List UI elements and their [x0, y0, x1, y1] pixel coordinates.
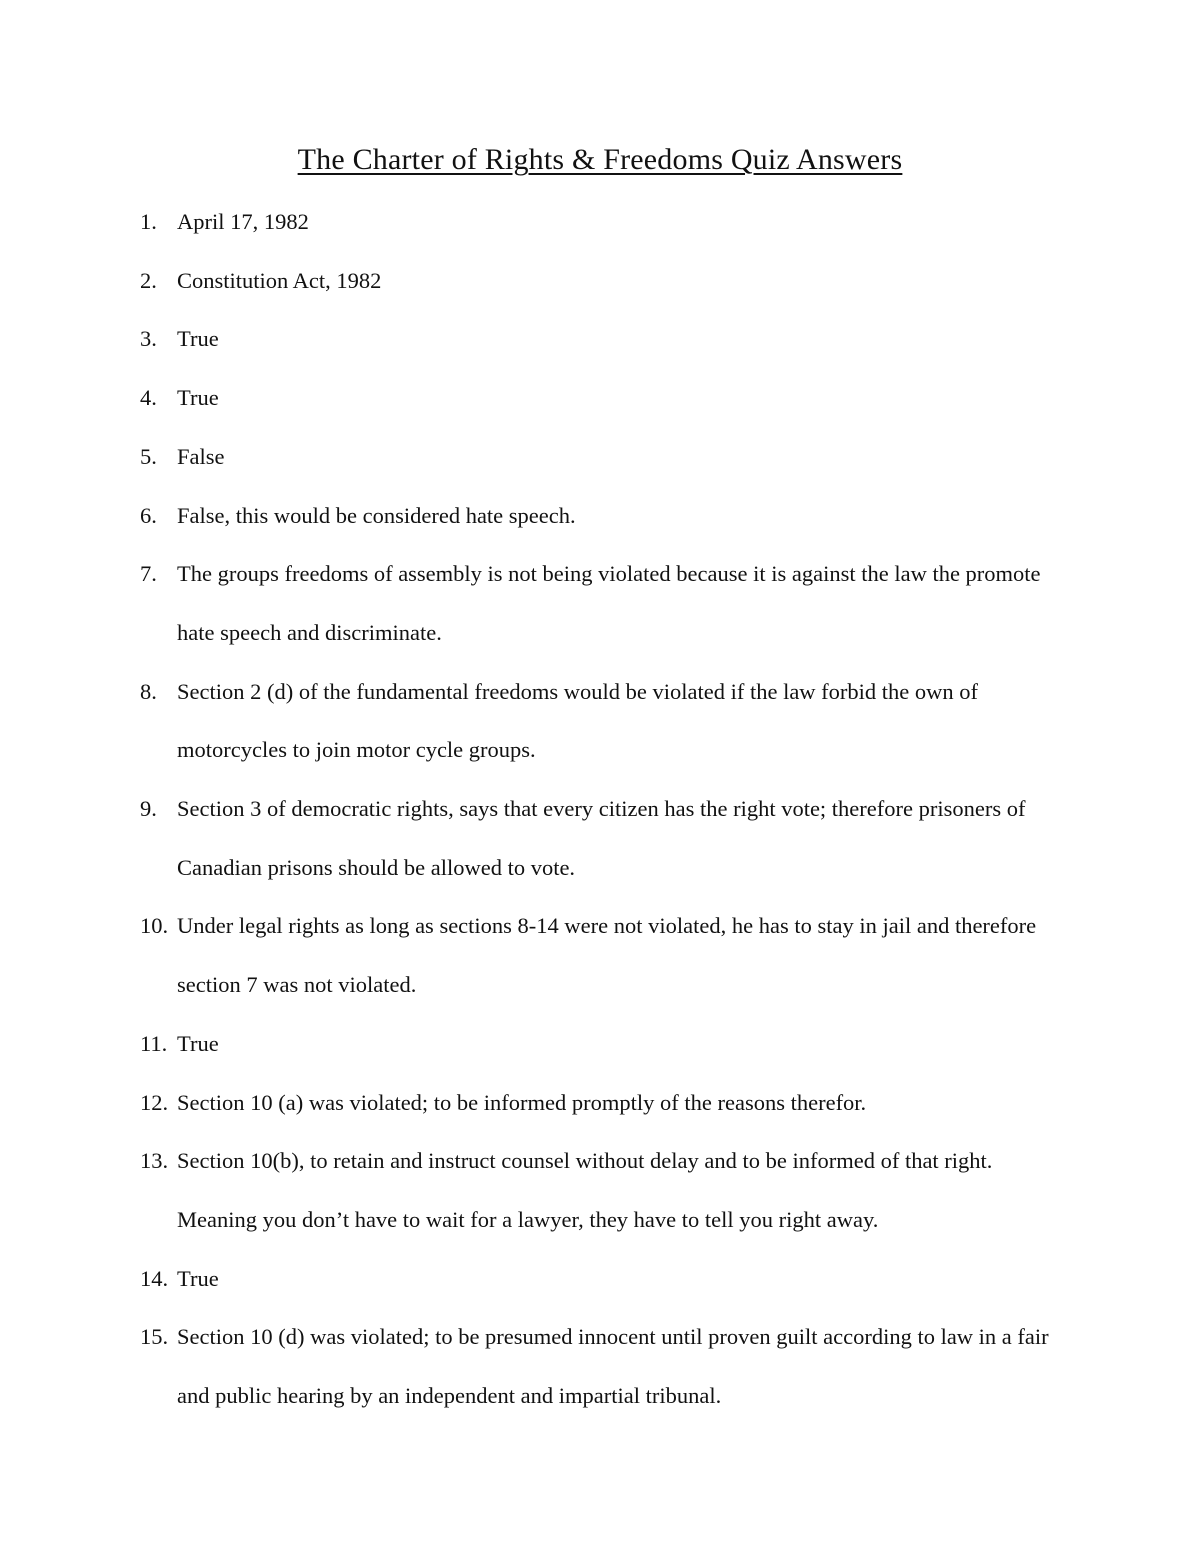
answer-text: True [177, 1030, 219, 1056]
answer-number: 6. [140, 502, 157, 528]
answer-text: True [177, 1265, 219, 1291]
answer-item-6 [140, 487, 1070, 546]
answer-number: 12. [140, 1089, 169, 1115]
answer-number: 11. [140, 1030, 168, 1056]
answer-number: 15. [140, 1324, 169, 1350]
answer-item-8 [140, 663, 1070, 780]
answer-number: 4. [140, 385, 157, 411]
answer-number: 7. [140, 561, 157, 587]
answer-list [140, 193, 1070, 1426]
answer-text: False [177, 443, 225, 469]
answer-item-10 [140, 897, 1070, 1014]
answer-text: Section 3 of democratic rights, says that every citizen has the right vote; therefore prisoners of Canadian prisons should be allowed to vote. [177, 796, 1026, 880]
answer-number: 10. [140, 913, 169, 939]
answer-text: Section 10 (d) was violated; to be presumed innocent until proven guilt according to law in a fair and public hearing by an independent and impartial tribunal. [177, 1324, 1049, 1409]
answer-text: Constitution Act, 1982 [177, 267, 382, 293]
answer-item-15 [140, 1308, 1070, 1425]
answer-item-14 [140, 1250, 1070, 1309]
answer-item-11 [140, 1015, 1070, 1074]
answer-item-13 [140, 1132, 1070, 1249]
answer-item-3 [140, 310, 1070, 369]
answer-text: The groups freedoms of assembly is not being violated because it is against the law the promote hate speech and discriminate. [177, 561, 1041, 645]
answer-text: Section 10(b), to retain and instruct counsel without delay and to be informed of that right. Meaning you don’t have to wait for a lawyer, they have to tell you right away. [177, 1148, 993, 1232]
answer-number: 14. [140, 1265, 169, 1291]
answer-item-9 [140, 780, 1070, 897]
answer-item-12 [140, 1074, 1070, 1133]
answer-text: Section 10 (a) was violated; to be informed promptly of the reasons therefor. [177, 1089, 867, 1115]
answer-number: 8. [140, 678, 157, 704]
answer-text: April 17, 1982 [177, 209, 309, 234]
answer-text: Under legal rights as long as sections 8-14 were not violated, he has to stay in jail and therefore section 7 was not violated. [177, 913, 1037, 998]
answer-item-4 [140, 369, 1070, 428]
page-title: The Charter of Rights & Freedoms Quiz Answers [297, 143, 903, 176]
answer-number: 13. [140, 1148, 169, 1174]
answer-text: False, this would be considered hate speech. [177, 502, 576, 528]
answer-number: 1. [140, 209, 157, 234]
answer-text: True [177, 385, 219, 411]
answer-number: 5. [140, 443, 157, 469]
answer-item-5 [140, 428, 1070, 487]
answer-number: 2. [140, 267, 157, 293]
answer-item-7 [140, 545, 1070, 662]
answer-text: Section 2 (d) of the fundamental freedoms would be violated if the law forbid the own of motorcycles to join motor cycle groups. [177, 678, 979, 763]
answer-number: 3. [140, 326, 157, 352]
answer-text: True [177, 326, 219, 352]
answer-item-2 [140, 252, 1070, 311]
answer-number: 9. [140, 796, 157, 822]
answer-item-1 [140, 193, 1070, 252]
